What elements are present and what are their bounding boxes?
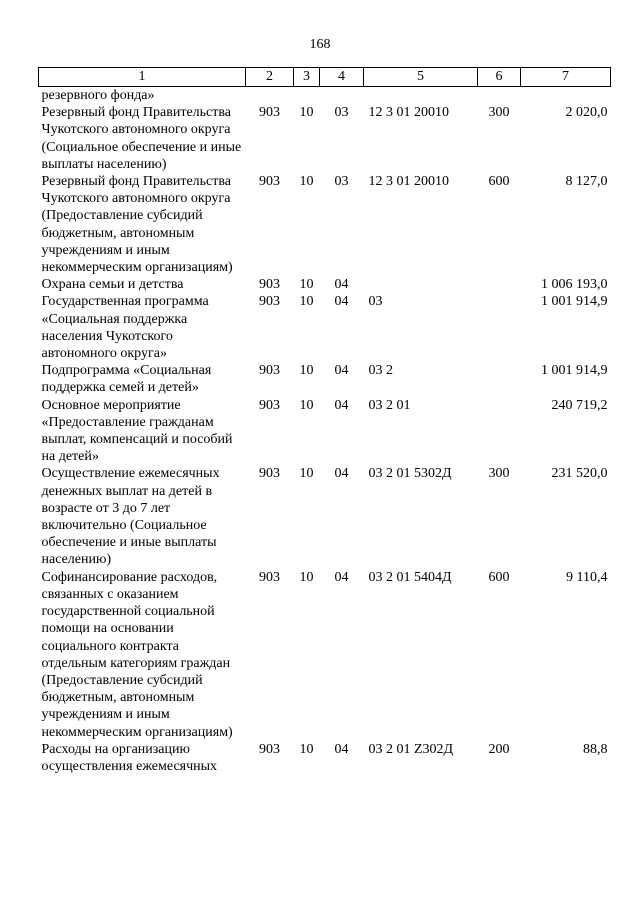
row-amount: 9 110,4 [566,569,608,585]
row-vr: 200 [488,741,510,757]
row-rz: 10 [299,741,314,757]
table-row [39,397,611,466]
row-name: Резервный фонд Правительства Чукотского автономного округа (Социальное обеспечение и иные выплаты населению) [41,105,242,172]
row-vr: 300 [488,466,510,482]
header-col-5: 5 [364,68,478,87]
row-csr: 03 2 01 Z302Д [368,741,454,757]
row-gr: 903 [259,174,280,190]
row-gr: 903 [259,277,280,293]
table-row [39,293,611,362]
row-gr: 903 [259,741,280,757]
table-row [39,104,611,173]
table-row [39,87,611,105]
header-col-7: 7 [521,68,611,87]
row-rz: 10 [299,105,314,121]
row-amount [521,87,611,105]
row-gr: 903 [259,105,280,121]
row-gr: 903 [259,466,280,482]
row-vr: 600 [488,174,510,190]
row-name: резервного фонда» [41,88,155,103]
row-amount: 2 020,0 [565,105,608,121]
row-csr: 12 3 01 20010 [368,174,449,190]
row-name: Охрана семьи и детства [41,277,184,293]
row-csr: 03 2 01 [368,397,411,413]
row-vr [478,293,521,362]
row-pr: 04 [334,277,349,293]
row-rz: 10 [299,397,314,413]
row-amount: 1 001 914,9 [541,294,608,310]
row-pr: 04 [334,294,349,310]
row-csr [364,87,478,105]
row-pr: 04 [334,569,349,585]
row-csr: 03 2 01 5302Д [368,466,452,482]
row-vr [478,276,521,293]
row-vr [478,362,521,396]
table-body [39,87,611,776]
row-pr: 04 [334,466,349,482]
row-amount: 1 006 193,0 [541,277,608,293]
row-vr [478,87,521,105]
row-name: Подпрограмма «Социальная поддержка семей и детей» [41,363,212,396]
row-amount: 231 520,0 [551,466,608,482]
row-csr [364,276,478,293]
row-pr: 04 [334,741,349,757]
row-rz: 10 [299,466,314,482]
row-amount: 88,8 [583,741,608,757]
page-number: 168 [309,37,331,52]
row-amount: 8 127,0 [565,174,608,190]
row-gr: 903 [259,569,280,585]
row-vr [478,397,521,466]
row-csr: 03 2 01 5404Д [368,569,452,585]
header-col-4: 4 [320,68,364,87]
budget-table [38,67,611,775]
row-pr: 03 [334,105,349,121]
row-name: Осуществление ежемесячных денежных выплат на детей в возрасте от 3 до 7 лет включительно (Социальное обеспечение и иные выплаты населению) [41,466,220,568]
table-row [39,741,611,775]
row-amount: 240 719,2 [551,397,608,413]
row-rz: 10 [299,174,314,190]
row-pr: 04 [334,363,349,379]
row-gr: 903 [259,294,280,310]
table-row [39,173,611,276]
row-csr: 03 [368,294,383,310]
row-name: Государственная программа «Социальная поддержка населения Чукотского автономного округа» [41,294,209,362]
row-name: Основное мероприятие «Предоставление гражданам выплат, компенсаций и пособий на детей» [41,397,233,465]
table-header [39,68,611,87]
row-rz: 10 [299,277,314,293]
row-amount: 1 001 914,9 [541,363,608,379]
row-name: Софинансирование расходов, связанных с оказанием государственной социальной помощи на основании социального контракта отдельным категориям граждан (Предоставление субсидий бюджетным, автономным учреждениям и иным некоммерческим организациям) [41,569,233,740]
header-col-6: 6 [478,68,521,87]
header-row [39,68,611,87]
header-col-1: 1 [39,68,246,87]
table-row [39,569,611,741]
row-pr: 03 [334,174,349,190]
header-col-2: 2 [246,68,294,87]
row-pr: 04 [334,397,349,413]
row-rz [294,87,320,105]
header-col-3: 3 [294,68,320,87]
table-row [39,465,611,568]
row-vr: 300 [488,105,510,121]
row-rz: 10 [299,569,314,585]
row-name: Расходы на организацию осуществления ежемесячных [41,741,218,774]
table-row [39,362,611,396]
table-row [39,276,611,293]
row-gr [246,87,294,105]
row-rz: 10 [299,294,314,310]
row-pr [320,87,364,105]
row-vr: 600 [488,569,510,585]
row-rz: 10 [299,363,314,379]
row-gr: 903 [259,363,280,379]
row-csr: 03 2 [368,363,393,379]
row-name: Резервный фонд Правительства Чукотского автономного округа (Предоставление субсидий бюджетным, автономным учреждениям и иным некоммерческим организациям) [41,174,233,276]
row-csr: 12 3 01 20010 [368,105,449,121]
row-gr: 903 [259,397,280,413]
